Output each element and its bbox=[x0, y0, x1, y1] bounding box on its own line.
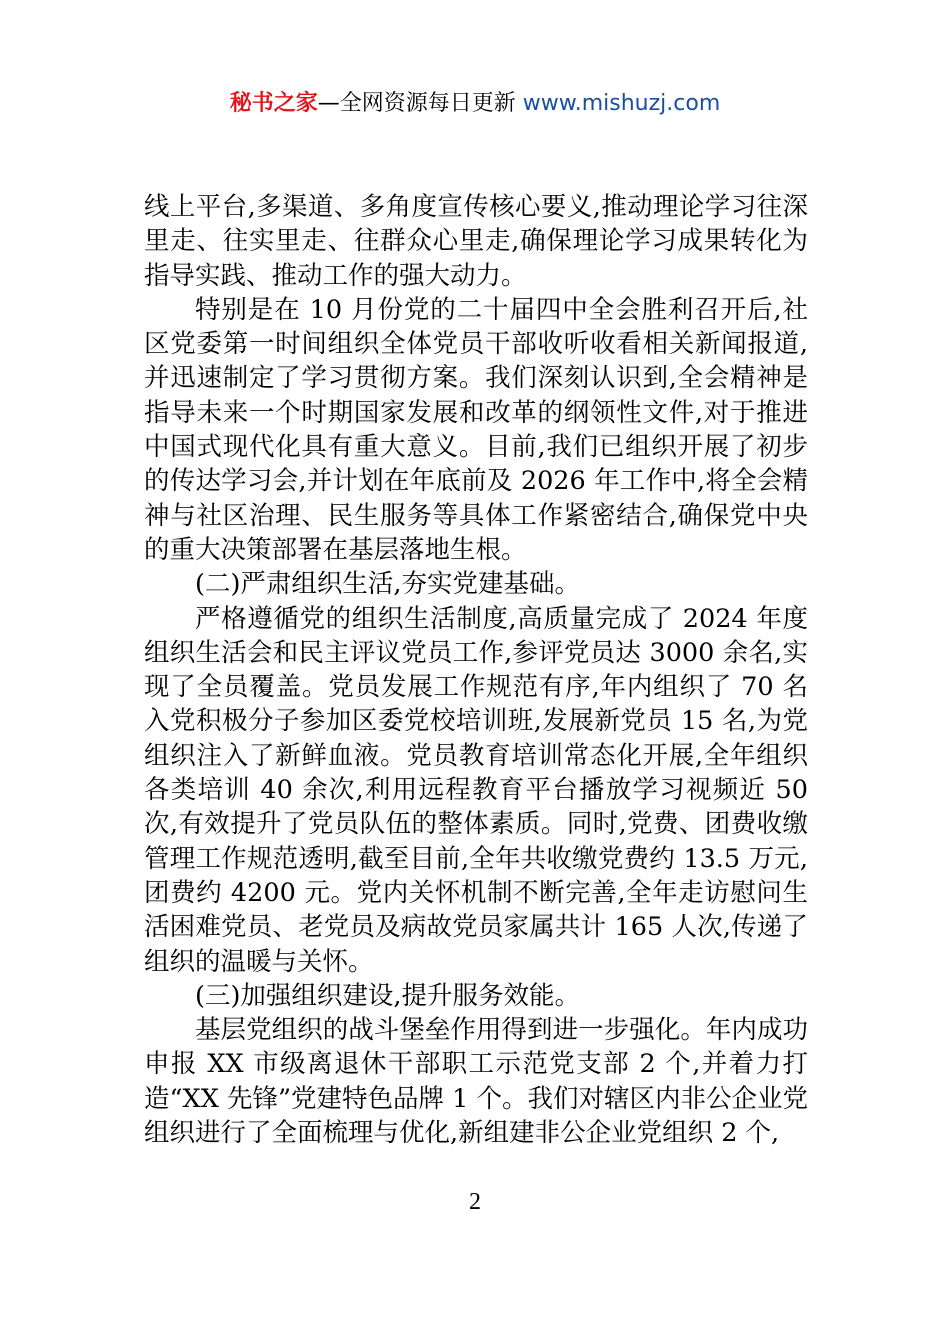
section-heading-3: (三)加强组织建设,提升服务效能。 bbox=[195, 980, 581, 1011]
site-url-link[interactable]: www.mishuzj.com bbox=[522, 91, 721, 116]
site-tagline: —全网资源每日更新 bbox=[317, 91, 516, 116]
paragraph-plenum: 特别是在 10 月份党的二十届四中全会胜利召开后,社区党委第一时间组织全体党员干部收听收看相关新闻报道,并迅速制定了学习贯彻方案。我们深刻认识到,全会精神是指导未来一个时期国家发展和改革的纲领性文件,对于推进中国式现代化具有重大意义。目前,我们已组织开展了初步的传达学习会,并计划在年底前及 2026 年工作中,将全会精神与社区治理、民生服务等具体工作紧密结合,确保党中央的重大决策部署在基层落地生根。 bbox=[144, 294, 808, 565]
document-body bbox=[144, 190, 808, 1150]
site-brand: 秘书之家 bbox=[229, 91, 318, 116]
paragraph-org-building: 基层党组织的战斗堡垒作用得到进一步强化。年内成功申报 XX 市级离退休干部职工示范党支部 2 个,并着力打造“XX 先锋”党建特色品牌 1 个。我们对辖区内非公企业党组织进行了全面梳理与优化,新组建非公企业党组织 2 个, bbox=[144, 1015, 808, 1149]
page-number: 2 bbox=[469, 1189, 481, 1215]
paragraph-org-life: 严格遵循党的组织生活制度,高质量完成了 2024 年度组织生活会和民主评议党员工作,参评党员达 3000 余名,实现了全员覆盖。党员发展工作规范有序,年内组织了 70 名入党积极分子参加区委党校培训班,发展新党员 15 名,为党组织注入了新鲜血液。党员教育培训常态化开展,全年组织各类培训 40 余次,利用远程教育平台播放学习视频近 50 次,有效提升了党员队伍的整体素质。同时,党费、团费收缴管理工作规范透明,截至目前,全年共收缴党费约 13.5 万元,团费约 4200 元。党内关怀机制不断完善,全年走访慰问生活困难党员、老党员及病故党员家属共计 165 人次,传递了组织的温暖与关怀。 bbox=[144, 603, 808, 977]
site-header bbox=[0, 88, 950, 120]
paragraph-continuation: 线上平台,多渠道、多角度宣传核心要义,推动理论学习往深里走、往实里走、往群众心里走,确保理论学习成果转化为指导实践、推动工作的强大动力。 bbox=[144, 192, 808, 291]
section-heading-2: (二)严肃组织生活,夯实党建基础。 bbox=[195, 569, 581, 600]
